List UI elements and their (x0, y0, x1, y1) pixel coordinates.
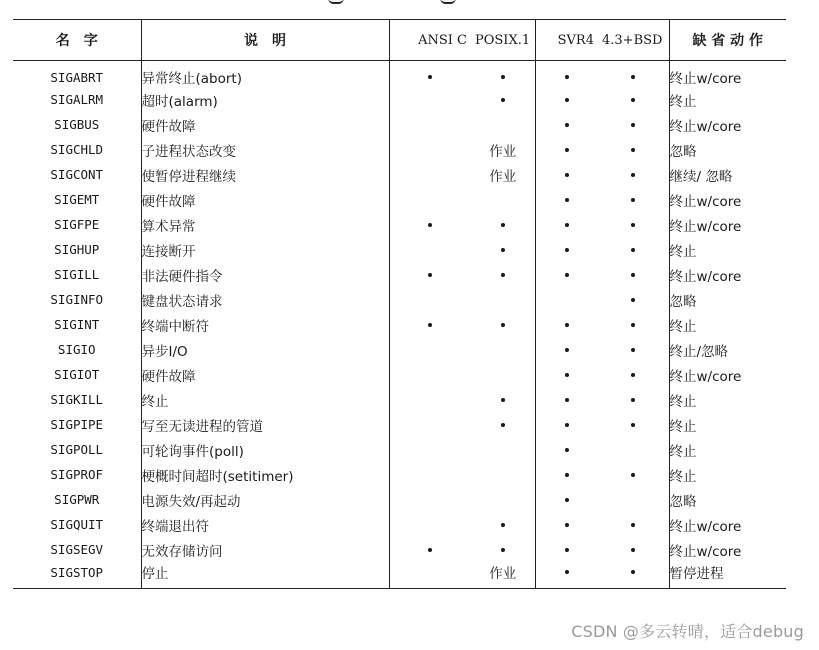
svr4-mark (535, 187, 598, 212)
default-action: 忽略 (669, 493, 697, 510)
posix-mark (471, 337, 535, 362)
svr4-mark (535, 537, 598, 562)
default-action: 终止 (669, 418, 697, 435)
supported-dot (631, 173, 635, 177)
supported-dot (565, 223, 569, 227)
header-bsd: 4.3+BSD (598, 20, 669, 61)
supported-dot (565, 348, 569, 352)
bsd-mark (598, 137, 669, 162)
supported-dot (565, 448, 569, 452)
svr4-mark (535, 212, 598, 237)
unix-signal-table (13, 19, 786, 589)
signal-description: 异步I/O (141, 337, 389, 362)
bsd-mark (598, 212, 669, 237)
bsd-mark (598, 112, 669, 137)
posix-mark: 作业 (471, 162, 535, 187)
bsd-mark (598, 512, 669, 537)
default-action: 终止w/core (669, 368, 742, 385)
supported-dot (565, 148, 569, 152)
cropped-caption-fragment (322, 0, 462, 6)
bsd-mark (598, 562, 669, 589)
supported-dot (428, 75, 432, 79)
supported-dot (501, 248, 505, 252)
supported-dot (631, 523, 635, 527)
signal-name: SIGINT (13, 312, 141, 337)
supported-dot (631, 298, 635, 302)
posix-mark (471, 61, 535, 88)
supported-dot (501, 548, 505, 552)
posix-mark (471, 262, 535, 287)
svr4-mark (535, 312, 598, 337)
ansi-c-mark (389, 262, 471, 287)
signal-description: 非法硬件指令 (141, 262, 389, 287)
signal-name: SIGEMT (13, 187, 141, 212)
svr4-mark (535, 87, 598, 112)
supported-dot (631, 75, 635, 79)
signal-name: SIGBUS (13, 112, 141, 137)
posix-mark (471, 537, 535, 562)
signal-name: SIGALRM (13, 87, 141, 112)
default-action: 终止 (669, 393, 697, 410)
supported-dot (631, 323, 635, 327)
default-action: 继续/ 忽略 (669, 168, 733, 185)
ansi-c-mark (389, 112, 471, 137)
table-row (13, 312, 786, 337)
default-action: 暂停进程 (669, 566, 724, 582)
supported-dot (631, 570, 635, 574)
posix-mark: 作业 (471, 562, 535, 589)
signal-name: SIGILL (13, 262, 141, 287)
bsd-mark (598, 61, 669, 88)
table-row (13, 212, 786, 237)
ansi-c-mark (389, 212, 471, 237)
signal-name: SIGHUP (13, 237, 141, 262)
supported-dot (501, 273, 505, 277)
svr4-mark (535, 137, 598, 162)
table-row (13, 537, 786, 562)
bsd-mark (598, 187, 669, 212)
signal-name: SIGPIPE (13, 412, 141, 437)
table-row (13, 437, 786, 462)
signal-description: 停止 (141, 562, 389, 589)
table-body (13, 61, 786, 589)
signal-description: 超时(alarm) (141, 87, 389, 112)
bsd-mark (598, 487, 669, 512)
posix-mark (471, 187, 535, 212)
supported-dot (565, 323, 569, 327)
table-row (13, 387, 786, 412)
supported-dot (428, 323, 432, 327)
signal-name: SIGPROF (13, 462, 141, 487)
table-row (13, 112, 786, 137)
bsd-mark (598, 412, 669, 437)
posix-mark: 作业 (471, 137, 535, 162)
default-action: 忽略 (669, 293, 697, 310)
table-row (13, 512, 786, 537)
svr4-mark (535, 412, 598, 437)
supported-dot (565, 198, 569, 202)
signal-name: SIGIOT (13, 362, 141, 387)
signal-name: SIGINFO (13, 287, 141, 312)
signal-name: SIGPWR (13, 487, 141, 512)
svr4-mark (535, 362, 598, 387)
signal-name: SIGFPE (13, 212, 141, 237)
table-row (13, 462, 786, 487)
signal-name: SIGSTOP (13, 562, 141, 589)
posix-mark (471, 112, 535, 137)
svr4-mark (535, 562, 598, 589)
svr4-mark (535, 487, 598, 512)
default-action: 终止w/core (669, 118, 742, 135)
svr4-mark (535, 61, 598, 88)
signal-description: 终止 (141, 387, 389, 412)
svr4-mark (535, 462, 598, 487)
supported-dot (501, 323, 505, 327)
posix-mark (471, 212, 535, 237)
table-row (13, 412, 786, 437)
signal-description: 使暂停进程继续 (141, 162, 389, 187)
signal-name: SIGQUIT (13, 512, 141, 537)
signal-description: 终端中断符 (141, 312, 389, 337)
bsd-mark (598, 287, 669, 312)
signal-description: 终端退出符 (141, 512, 389, 537)
supported-dot (501, 223, 505, 227)
table-row (13, 87, 786, 112)
svr4-mark (535, 387, 598, 412)
bsd-mark (598, 87, 669, 112)
default-action: 终止 (669, 93, 697, 110)
supported-dot (631, 98, 635, 102)
ansi-c-mark (389, 462, 471, 487)
supported-dot (565, 98, 569, 102)
supported-dot (631, 273, 635, 277)
signal-name: SIGABRT (13, 61, 141, 88)
supported-dot (565, 248, 569, 252)
default-action: 终止 (669, 318, 697, 335)
signal-description: 写至无读进程的管道 (141, 412, 389, 437)
watermark: CSDN @多云转晴，适合debug (571, 622, 804, 641)
supported-dot (565, 273, 569, 277)
ansi-c-mark (389, 437, 471, 462)
supported-dot (428, 548, 432, 552)
supported-dot (501, 523, 505, 527)
bsd-mark (598, 312, 669, 337)
signal-description: 无效存储访问 (141, 537, 389, 562)
signal-description: 梗概时间超时(setitimer) (141, 462, 389, 487)
svr4-mark (535, 162, 598, 187)
posix-mark (471, 287, 535, 312)
signal-description: 电源失效/再起动 (141, 487, 389, 512)
signal-description: 硬件故障 (141, 112, 389, 137)
signal-name: SIGCONT (13, 162, 141, 187)
default-action: 忽略 (669, 143, 697, 160)
default-action: 终止w/core (669, 218, 742, 235)
bsd-mark (598, 237, 669, 262)
table-row (13, 362, 786, 387)
header-posix: POSIX.1 (471, 20, 535, 61)
bsd-mark (598, 362, 669, 387)
table-row (13, 562, 786, 589)
header-description: 说 明 (141, 20, 389, 61)
supported-dot (631, 398, 635, 402)
posix-mark (471, 387, 535, 412)
supported-dot (565, 75, 569, 79)
posix-mark (471, 437, 535, 462)
table-row (13, 262, 786, 287)
ansi-c-mark (389, 287, 471, 312)
svr4-mark (535, 512, 598, 537)
bsd-mark (598, 462, 669, 487)
table-row (13, 61, 786, 88)
signal-name: SIGPOLL (13, 437, 141, 462)
signal-description: 异常终止(abort) (141, 61, 389, 88)
default-action: 终止w/core (669, 193, 742, 210)
bsd-mark (598, 337, 669, 362)
signal-description: 可轮询事件(poll) (141, 437, 389, 462)
supported-dot (501, 423, 505, 427)
supported-dot (631, 423, 635, 427)
supported-dot (428, 273, 432, 277)
signal-description: 键盘状态请求 (141, 287, 389, 312)
table-row (13, 187, 786, 212)
svr4-mark (535, 437, 598, 462)
bsd-mark (598, 162, 669, 187)
signal-name: SIGCHLD (13, 137, 141, 162)
signal-description: 算术异常 (141, 212, 389, 237)
ansi-c-mark (389, 312, 471, 337)
header-svr4: SVR4 (535, 20, 598, 61)
ansi-c-mark (389, 562, 471, 589)
ansi-c-mark (389, 412, 471, 437)
supported-dot (631, 248, 635, 252)
svr4-mark (535, 337, 598, 362)
ansi-c-mark (389, 537, 471, 562)
supported-dot (631, 373, 635, 377)
supported-dot (631, 348, 635, 352)
ansi-c-mark (389, 487, 471, 512)
default-action: 终止w/core (669, 268, 742, 285)
default-action: 终止 (669, 243, 697, 260)
supported-dot (565, 473, 569, 477)
default-action: 终止/忽略 (669, 343, 729, 360)
supported-dot (565, 173, 569, 177)
posix-mark (471, 87, 535, 112)
table-row (13, 337, 786, 362)
svr4-mark (535, 287, 598, 312)
ansi-c-mark (389, 87, 471, 112)
supported-dot (565, 398, 569, 402)
signal-description: 连接断开 (141, 237, 389, 262)
header-default-action: 缺 省 动 作 (669, 20, 786, 61)
default-action: 终止 (669, 443, 697, 460)
signal-name: SIGSEGV (13, 537, 141, 562)
bsd-mark (598, 262, 669, 287)
supported-dot (501, 98, 505, 102)
default-action: 终止 (669, 468, 697, 485)
supported-dot (565, 548, 569, 552)
ansi-c-mark (389, 362, 471, 387)
signal-name: SIGKILL (13, 387, 141, 412)
signal-name: SIGIO (13, 337, 141, 362)
default-action: 终止w/core (669, 518, 742, 535)
supported-dot (631, 223, 635, 227)
table-row (13, 487, 786, 512)
ansi-c-mark (389, 187, 471, 212)
svr4-mark (535, 262, 598, 287)
table-row (13, 162, 786, 187)
signal-description: 子进程状态改变 (141, 137, 389, 162)
supported-dot (631, 548, 635, 552)
posix-mark (471, 412, 535, 437)
table-row (13, 137, 786, 162)
ansi-c-mark (389, 387, 471, 412)
posix-mark (471, 312, 535, 337)
supported-dot (565, 570, 569, 574)
supported-dot (501, 75, 505, 79)
bsd-mark (598, 537, 669, 562)
posix-mark (471, 462, 535, 487)
supported-dot (565, 523, 569, 527)
default-action: 终止w/core (669, 71, 742, 87)
table-row (13, 287, 786, 312)
ansi-c-mark (389, 337, 471, 362)
supported-dot (565, 498, 569, 502)
bsd-mark (598, 437, 669, 462)
supported-dot (631, 473, 635, 477)
table-row (13, 237, 786, 262)
posix-mark (471, 362, 535, 387)
svr4-mark (535, 237, 598, 262)
bsd-mark (598, 387, 669, 412)
supported-dot (631, 198, 635, 202)
supported-dot (428, 223, 432, 227)
ansi-c-mark (389, 137, 471, 162)
posix-mark (471, 487, 535, 512)
header-name: 名 字 (13, 20, 141, 61)
supported-dot (565, 423, 569, 427)
supported-dot (631, 148, 635, 152)
posix-mark (471, 237, 535, 262)
supported-dot (565, 123, 569, 127)
svr4-mark (535, 112, 598, 137)
header-ansi-c: ANSI C (389, 20, 471, 61)
signal-description: 硬件故障 (141, 187, 389, 212)
signal-description: 硬件故障 (141, 362, 389, 387)
supported-dot (565, 373, 569, 377)
ansi-c-mark (389, 61, 471, 88)
ansi-c-mark (389, 162, 471, 187)
default-action: 终止w/core (669, 543, 742, 560)
supported-dot (631, 123, 635, 127)
ansi-c-mark (389, 512, 471, 537)
supported-dot (501, 398, 505, 402)
ansi-c-mark (389, 237, 471, 262)
posix-mark (471, 512, 535, 537)
table-header-row (13, 20, 786, 61)
